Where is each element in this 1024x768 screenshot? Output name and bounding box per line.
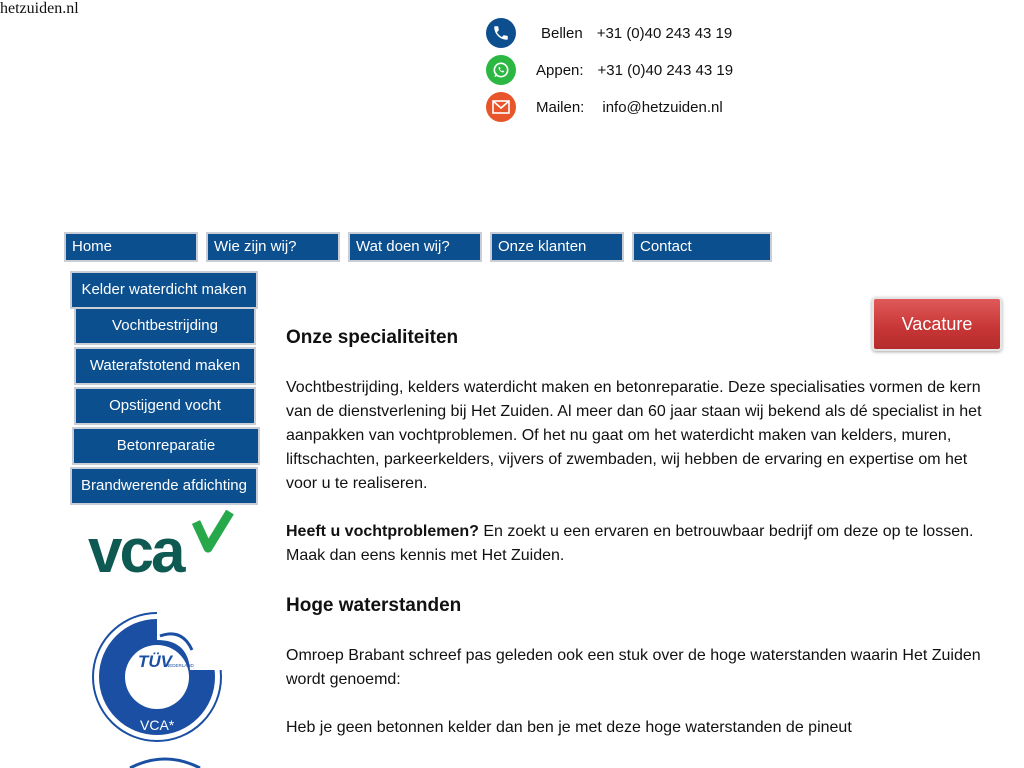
paragraph-pineut: Heb je geen betonnen kelder dan ben je met deze hoge waterstanden de pineut xyxy=(286,719,852,736)
sidemenu-item-kelder[interactable]: Kelder waterdicht maken xyxy=(70,271,258,309)
nav-wie-zijn-wij[interactable]: Wie zijn wij? xyxy=(206,232,340,262)
contact-row-phone[interactable] xyxy=(486,18,732,48)
vacature-button[interactable]: Vacature xyxy=(872,297,1002,351)
nav-home[interactable]: Home xyxy=(64,232,198,262)
sidemenu-item-waterafstotend[interactable]: Waterafstotend maken xyxy=(74,347,256,385)
contact-row-mail[interactable] xyxy=(486,92,723,122)
site-title: hetzuiden.nl xyxy=(0,0,79,17)
main-nav xyxy=(64,232,772,262)
tuv-sub-text: NEDERLAND xyxy=(166,663,194,668)
phone-number[interactable]: +31 (0)40 243 43 19 xyxy=(596,24,733,42)
sidemenu-item-opstijgend-vocht[interactable]: Opstijgend vocht xyxy=(74,387,256,425)
sidemenu-item-betonreparatie[interactable]: Betonreparatie xyxy=(72,427,260,465)
nav-contact[interactable]: Contact xyxy=(632,232,772,262)
whatsapp-number[interactable]: +31 (0)40 243 43 19 xyxy=(597,61,734,79)
sidemenu-item-vochtbestrijding[interactable]: Vochtbestrijding xyxy=(74,307,256,345)
next-logo-partial xyxy=(120,756,210,768)
sidemenu-item-brandwerend[interactable]: Brandwerende afdichting xyxy=(70,467,258,505)
heading-specialiteiten: Onze specialiteiten xyxy=(286,327,459,348)
whatsapp-icon xyxy=(486,55,516,85)
mail-icon xyxy=(486,92,516,122)
paragraph-omroep: Omroep Brabant schreef pas geleden ook een stuk over de hoge waterstanden waarin Het Zuiden wordt genoemd: xyxy=(286,647,981,688)
contact-row-whatsapp[interactable] xyxy=(486,55,733,85)
vochtproblemen-text: En zoekt u een ervaren en betrouwbaar bedrijf om deze op te lossen. Maak dan eens kennis met Het Zuiden. xyxy=(286,523,974,564)
contact-label: Mailen: xyxy=(536,98,585,116)
main-content xyxy=(286,322,996,736)
tuv-text: TÜV xyxy=(138,652,172,671)
contact-label: Bellen xyxy=(541,24,583,42)
vca-logo xyxy=(88,510,234,580)
nav-wat-doen-wij[interactable]: Wat doen wij? xyxy=(348,232,482,262)
vca-logo-text: vca xyxy=(88,517,183,580)
heading-hoge-waterstanden: Hoge waterstanden xyxy=(286,595,462,616)
vochtproblemen-bold: Heeft u vochtproblemen? xyxy=(286,523,479,540)
contact-label: Appen: xyxy=(536,61,584,79)
paragraph-vochtproblemen xyxy=(286,520,996,568)
tuv-vca-logo xyxy=(90,610,224,744)
email-link[interactable]: info@hetzuiden.nl xyxy=(602,98,723,116)
phone-icon xyxy=(486,18,516,48)
tuv-vca-text: VCA* xyxy=(140,717,175,733)
paragraph-intro: Vochtbestrijding, kelders waterdicht maken en betonreparatie. Deze specialisaties vormen de kern van de dienstverlening bij Het Zuiden. Al meer dan 60 jaar staan wij bekend als dé specialist in het aanpakken van vochtproblemen. Of het nu gaat om het waterdicht maken van kelders, muren, liftschachten, parkeerkelders, vijvers of zwembaden, wij hebben de ervaring en expertise om het voor u te realiseren. xyxy=(286,379,982,492)
nav-onze-klanten[interactable]: Onze klanten xyxy=(490,232,624,262)
checkmark-icon xyxy=(196,512,230,548)
